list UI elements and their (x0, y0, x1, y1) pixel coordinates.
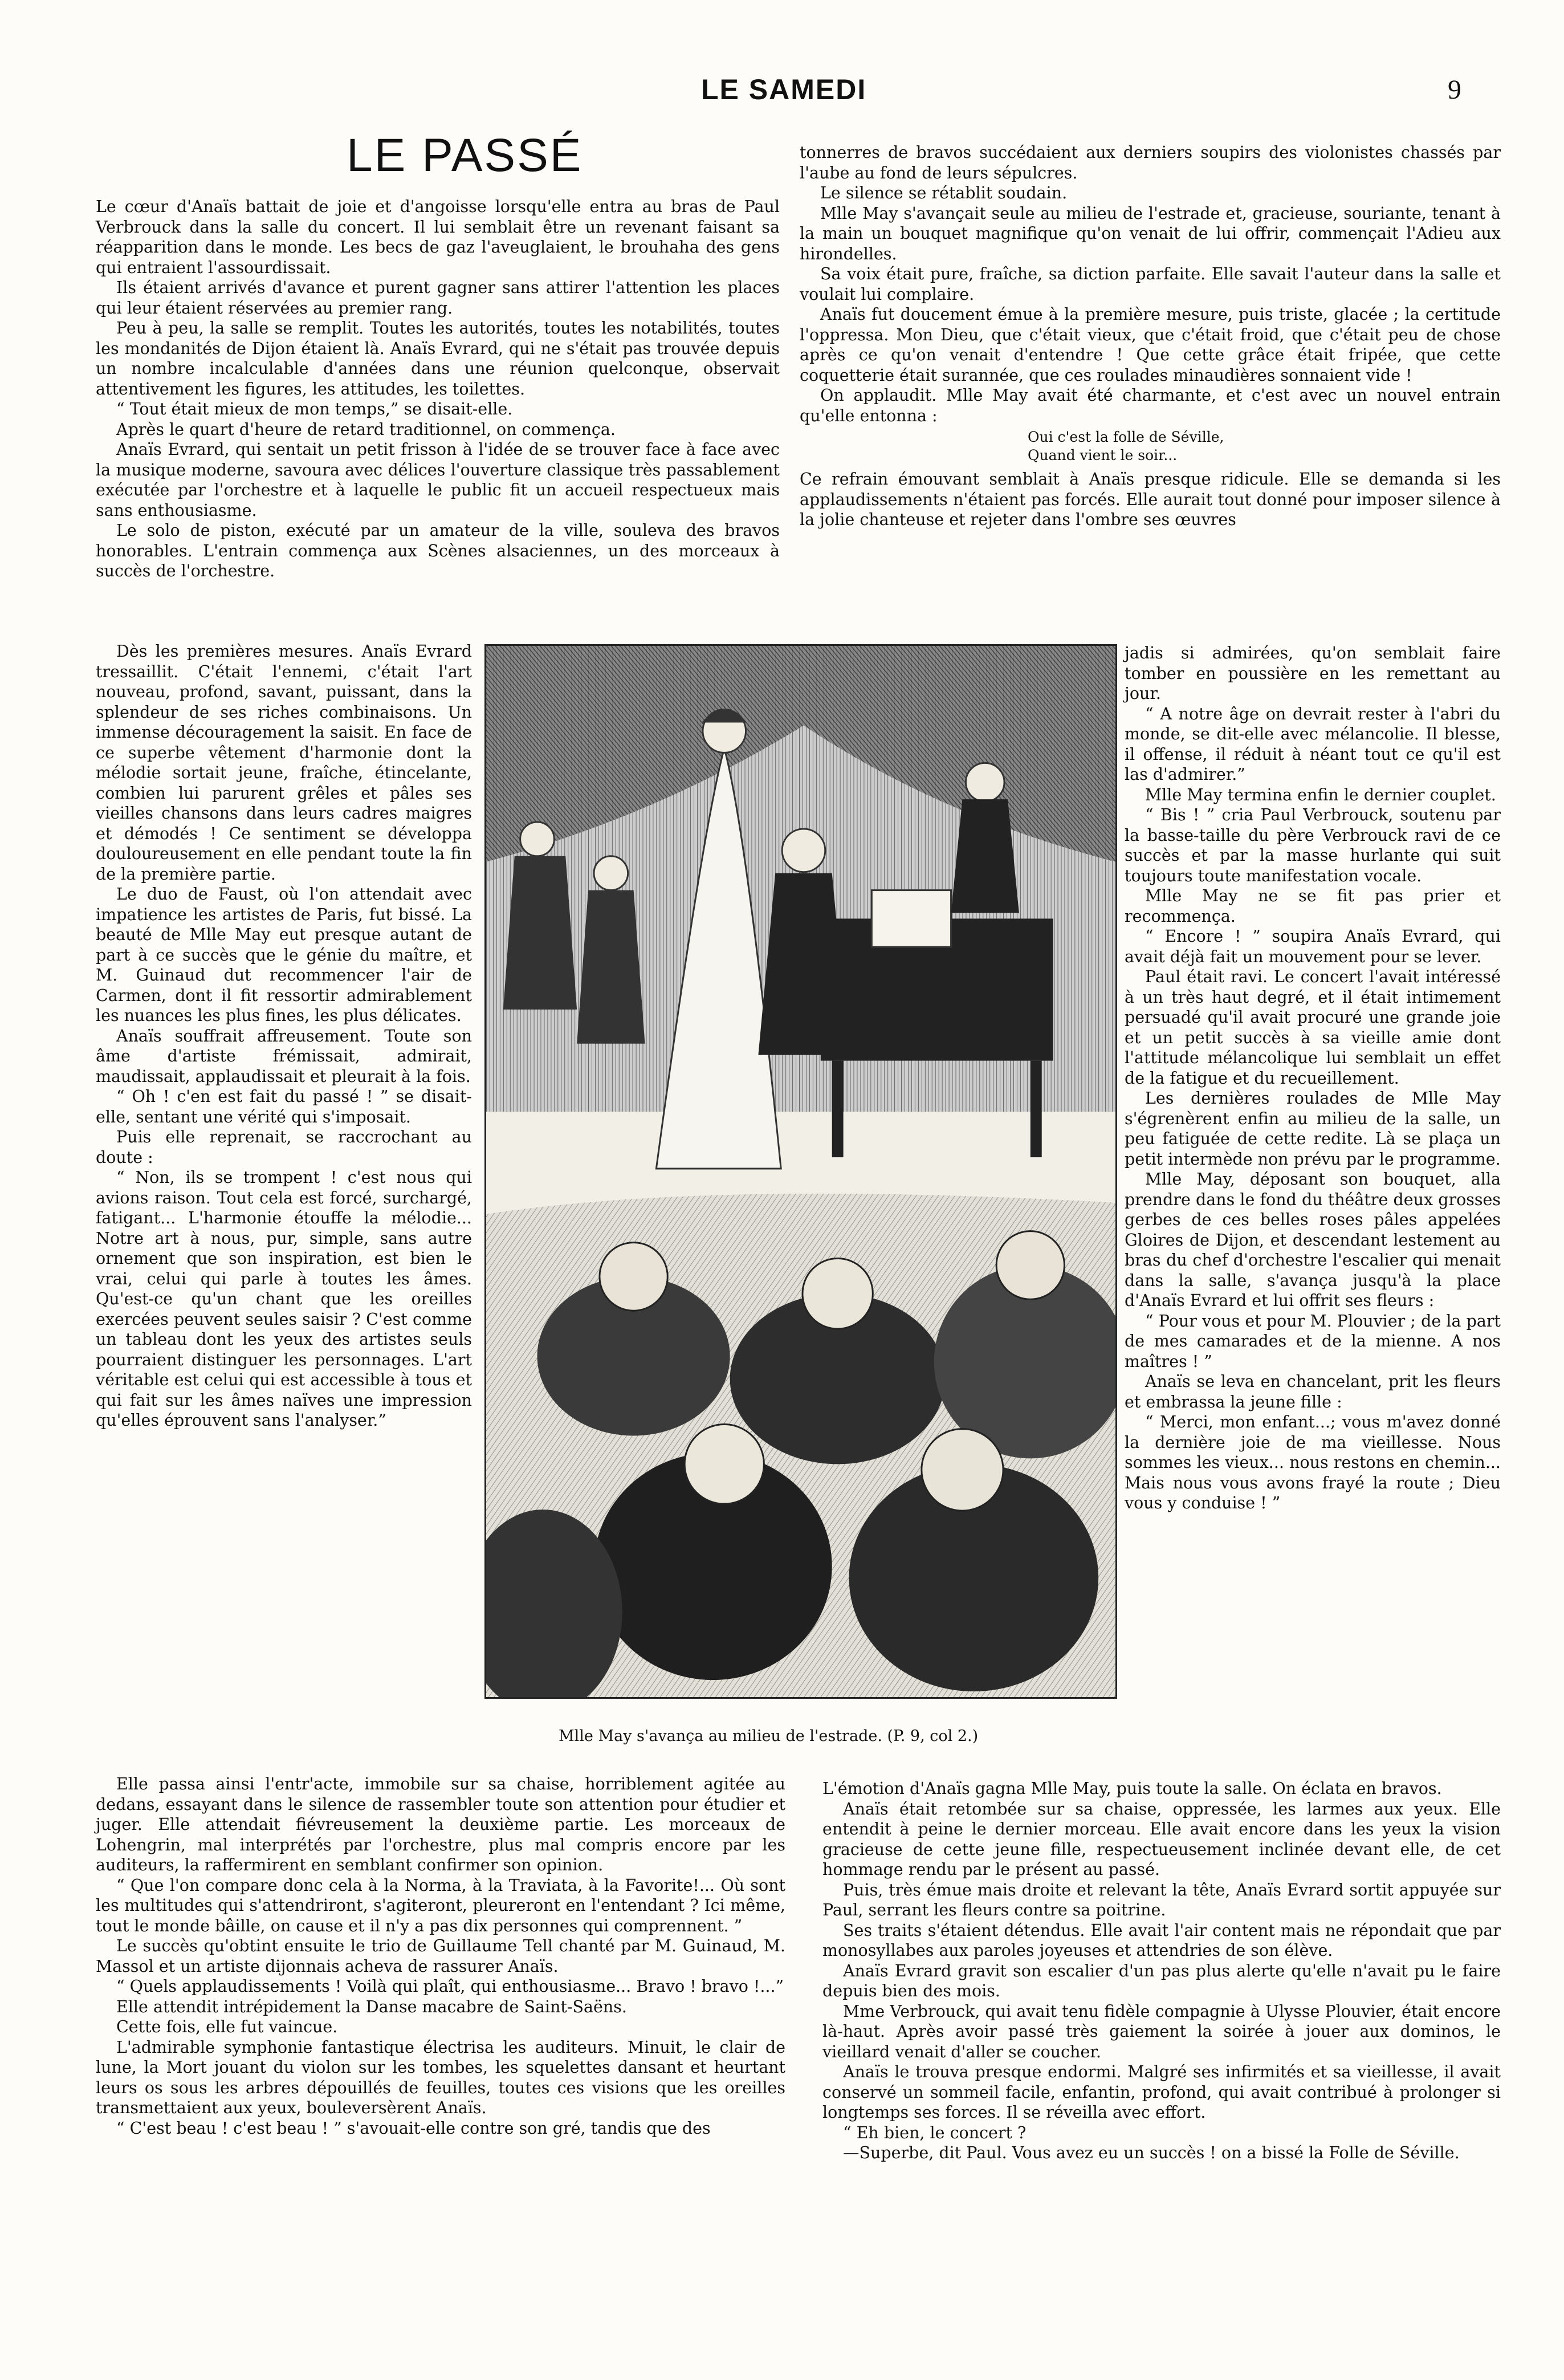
paragraph: Anaïs était retombée sur sa chaise, oppressée, les larmes aux yeux. Elle entendit à peine le dernier morceau. Elle avait encore dans les yeux la vision gracieuse de cette jeune fille, respectueusement inclinée devant elle, de cet hommage rendu par le présent au passé. (822, 1799, 1501, 1879)
paragraph: “ C'est beau ! c'est beau ! ” s'avouait-elle contre son gré, tandis que des (116, 2118, 711, 2138)
paragraph: Anaïs Evrard gravit son escalier d'un pas plus alerte qu'elle n'avait pu le faire depuis bien des mois. (822, 1961, 1501, 2000)
paragraph: “ Quels applaudissements ! Voilà qui plaît, qui enthousiasme... Bravo ! bravo !...” (116, 1977, 784, 1996)
paragraph: “ Pour vous et pour M. Plouvier ; de la part de mes camarades et de la mienne. A nos maîtres ! ” (1125, 1311, 1501, 1371)
paragraph: “ Encore ! ” soupira Anaïs Evrard, qui avait déjà fait un mouvement pour se lever. (1125, 927, 1501, 966)
verse-line: Oui c'est la folle de Séville, (1028, 429, 1224, 445)
column-right-bottom (822, 1779, 1501, 2163)
paragraph: Elle passa ainsi l'entr'acte, immobile sur sa chaise, horriblement agitée au dedans, essayant dans le silence de rassembler toute son attention pour étudier et juger. Elle attendait fiévreusement la deuxième partie. Les morceaux de Lohengrin, mal interprétés par l'orchestre, plus mal compris encore par les auditeurs, la raffermirent en semblant confirmer son opinion. (96, 1775, 785, 1874)
paragraph: Elle attendit intrépidement la Danse macabre de Saint-Saëns. (116, 1997, 627, 2016)
paragraph: Peu à peu, la salle se remplit. Toutes les autorités, toutes les notabilités, toutes les mondanités de Dijon étaient là. Anaïs Evrard, qui ne s'était pas trouvée depuis un nombre incalculable d'années dans une réunion quelconque, observait attentivement les figures, les attitudes, les toilettes. (96, 319, 780, 398)
paragraph: Mme Verbrouck, qui avait tenu fidèle compagnie à Ulysse Plouvier, était encore là-haut. Après avoir passé très gaiement la soirée à jouer aux dominos, le vieillard venait d'aller se coucher. (822, 2001, 1501, 2061)
column-left-bottom (96, 1774, 785, 2138)
paragraph: Dès les premières mesures. Anaïs Evrard tressaillit. C'était l'ennemi, c'était l'art nouveau, profond, savant, puissant, dans la splendeur de ses riches combinaisons. Un immense découragement la saisit. En face de ce superbe vêtement d'harmonie dont la mélodie sortait jeune, fraîche, étincelante, combien lui parurent grêles et pâles ses vieilles chansons dans leurs cadres maigres et démodés ! Ce sentiment se développa douloureusement en elle pendant toute la fin de la première partie. (96, 642, 472, 884)
paragraph: “ Merci, mon enfant...; vous m'avez donné la dernière joie de ma vieillesse. Nous sommes les vieux... nous restons en chemin... Mais nous vous avons frayé la route ; Dieu vous y conduise ! ” (1125, 1413, 1501, 1512)
paragraph: Paul était ravi. Le concert l'avait intéressé à un très haut degré, et il était intimement persuadé qu'il avait procuré une grande joie et un petit succès à sa vieille amie dont l'attitude mélancolique lui semblait un effet de la fatigue et du recueillement. (1125, 967, 1501, 1088)
paragraph: Sa voix était pure, fraîche, sa diction parfaite. Elle savait l'auteur dans la salle et voulait lui complaire. (800, 265, 1501, 304)
paragraph: jadis si admirées, qu'on semblait faire tomber en poussière en les remettant au jour. (1125, 644, 1501, 703)
paragraph: “ Non, ils se trompent ! c'est nous qui avions raison. Tout cela est forcé, surchargé, fatigant... L'harmonie étouffe la mélodie... Notre art à nous, pur, simple, sans autre ornement que son inspiration, est bien le vrai, celui qui parle à toutes les âmes. Qu'est-ce qu'un chant que les oreilles exercées peuvent seules saisir ? C'est comme un tableau dont les yeux des artistes seuls pourraient distinguer les personnages. L'art véritable est celui qui est accessible à tous et qui fait sur les âmes naïves une impression qu'elles éprouvent sans l'analyser.” (96, 1168, 472, 1430)
page-number: 9 (1448, 75, 1461, 105)
paragraph: Anaïs Evrard, qui sentait un petit frisson à l'idée de se trouver face à face avec la musique moderne, savoura avec délices l'ouverture classique très passablement exécutée par l'orchestre et à laquelle le public fit un accueil respectueux mais sans enthousiasme. (96, 440, 780, 520)
paragraph: L'admirable symphonie fantastique électrisa les auditeurs. Minuit, le clair de lune, la Mort jouant du violon sur les tombes, les squelettes dansant et heurtant leurs os sous les arbres dépouillés de feuilles, toutes ces visions que les oreilles transmettaient aux yeux, bouleversèrent Anaïs. (96, 2037, 785, 2117)
paragraph: Ils étaient arrivés d'avance et purent gagner sans attirer l'attention les places qui leur étaient réservées au premier rang. (96, 278, 780, 318)
engraving-illustration (484, 644, 1117, 1699)
paragraph: Le cœur d'Anaïs battait de joie et d'angoisse lorsqu'elle entra au bras de Paul Verbrouck dans la salle du concert. Il lui semblait être un revenant faisant sa réapparition dans le monde. Les becs de gaz l'aveuglaient, le brouhaha des gens qui entraient l'assourdissait. (96, 197, 780, 277)
column-left-top (96, 197, 780, 581)
newspaper-title: LE SAMEDI (701, 74, 867, 105)
paragraph: “ Bis ! ” cria Paul Verbrouck, soutenu par la basse-taille du père Verbrouck ravi de ce succès et par la masse hurlante qui suit toujours toute manifestation vocale. (1125, 805, 1501, 885)
paragraph: Ce refrain émouvant semblait à Anaïs presque ridicule. Elle se demanda si les applaudissements n'étaient pas forcés. Elle aurait tout donné pour imposer silence à la jolie chanteuse et rejeter dans l'ombre ses œuvres (800, 470, 1501, 529)
paragraph: Mlle May termina enfin le dernier couplet. (1145, 785, 1496, 804)
illustration-caption: Mlle May s'avança au milieu de l'estrade. (P. 9, col 2.) (559, 1727, 979, 1745)
paragraph: “ Eh bien, le concert ? (843, 2123, 1027, 2142)
paragraph: Après le quart d'heure de retard traditionnel, on commença. (116, 420, 616, 439)
article-title: LE PASSÉ (347, 129, 583, 181)
paragraph: Le duo de Faust, où l'on attendait avec impatience les artistes de Paris, fut bissé. La beauté de Mlle May eut presque autant de part à ce succès que le génie du maître, et M. Guinaud dut recommencer l'air de Carmen, dont il fit ressortir admirablement les nuances les plus fines, les plus délicates. (96, 885, 472, 1025)
concert-scene-image (486, 646, 1115, 1697)
paragraph: “ Que l'on compare donc cela à la Norma, à la Traviata, à la Favorite!... Où sont les multitudes qui s'attendriront, s'agiteront, pleureront en l'entendant ? Ici même, tout le monde bâille, on cause et il n'y a pas dix personnes qui comprennent. ” (96, 1875, 785, 1935)
paragraph: Mlle May ne se fit pas prier et recommença. (1125, 886, 1501, 926)
paragraph: Anaïs se leva en chancelant, prit les fleurs et embrassa la jeune fille : (1125, 1372, 1501, 1411)
paragraph: Le silence se rétablit soudain. (820, 184, 1068, 202)
column-left-narrow (96, 641, 472, 1431)
paragraph: Ses traits s'étaient détendus. Elle avait l'air content mais ne répondait que par monosyllabes aux paroles joyeuses et attendries de son élève. (822, 1921, 1501, 1960)
column-right-top (800, 143, 1501, 530)
paragraph: Les dernières roulades de Mlle May s'égrenèrent enfin au milieu de la salle, un peu fatiguée de cette redite. Là se plaça un petit intermède non prévu par le programme. (1125, 1089, 1501, 1169)
paragraph: Puis elle reprenait, se raccrochant au doute : (96, 1128, 472, 1167)
verse-line: Quand vient le soir... (1028, 447, 1178, 463)
paragraph: Mlle May, déposant son bouquet, alla prendre dans le fond du théâtre deux grosses gerbes de ces belles roses pâles appelées Gloires de Dijon, et descendant lestement au bras du chef d'orchestre l'escalier qui menait dans la salle, s'avança jusqu'à la place d'Anaïs Evrard et lui offrit ses fleurs : (1125, 1170, 1501, 1310)
paragraph: “ Oh ! c'en est fait du passé ! ” se disait-elle, sentant une vérité qui s'imposait. (96, 1087, 472, 1126)
paragraph: Anaïs fut doucement émue à la première mesure, puis triste, glacée ; la certitude l'oppressa. Mon Dieu, que c'était vieux, que c'était froid, que c'était peu de chose après ce qu'on venait d'entendre ! Que cette grâce était fripée, que cette coquetterie était surannée, que ces roulades minaudières sonnaient vide ! (800, 305, 1501, 385)
paragraph: On applaudit. Mlle May avait été charmante, et c'est avec un nouvel entrain qu'elle entonna : (800, 386, 1501, 425)
paragraph: tonnerres de bravos succédaient aux derniers soupirs des violonistes chassés par l'aube au fond de leurs sépulcres. (800, 143, 1501, 182)
paragraph: Anaïs souffrait affreusement. Toute son âme d'artiste frémissait, admirait, maudissait, applaudissait et pleurait à la fois. (96, 1026, 472, 1086)
column-right-narrow (1125, 643, 1501, 1514)
paragraph: Le succès qu'obtint ensuite le trio de Guillaume Tell chanté par M. Guinaud, M. Massol et un artiste dijonnais acheva de rassurer Anaïs. (96, 1936, 785, 1976)
paragraph: Cette fois, elle fut vaincue. (116, 2017, 338, 2036)
paragraph: Le solo de piston, exécuté par un amateur de la ville, souleva des bravos honorables. L'entrain commença aux Scènes alsaciennes, un des morceaux à succès de l'orchestre. (96, 521, 780, 580)
paragraph: Anaïs le trouva presque endormi. Malgré ses infirmités et sa vieillesse, il avait conservé un sommeil facile, enfantin, profond, qui avait contribué à prolonger si longtemps ses forces. Il se réveilla avec effort. (822, 2062, 1501, 2122)
song-verse (1028, 428, 1501, 465)
paragraph: —Superbe, dit Paul. Vous avez eu un succès ! on a bissé la Folle de Séville. (843, 2143, 1460, 2162)
paragraph: “ A notre âge on devrait rester à l'abri du monde, se dit-elle avec mélancolie. Il blesse, il offense, il réduit à néant tout ce qu'il est las d'admirer.” (1125, 704, 1501, 784)
paragraph: Puis, très émue mais droite et relevant la tête, Anaïs Evrard sortit appuyée sur Paul, serrant les fleurs contre sa poitrine. (822, 1880, 1501, 1919)
paragraph: “ Tout était mieux de mon temps,” se disait-elle. (116, 400, 513, 418)
paragraph: L'émotion d'Anaïs gagna Mlle May, puis toute la salle. On éclata en bravos. (822, 1779, 1442, 1798)
paragraph: Mlle May s'avançait seule au milieu de l'estrade et, gracieuse, souriante, tenant à la main un bouquet magnifique qu'on venait de lui offrir, commençait l'Adieu aux hirondelles. (800, 204, 1501, 263)
